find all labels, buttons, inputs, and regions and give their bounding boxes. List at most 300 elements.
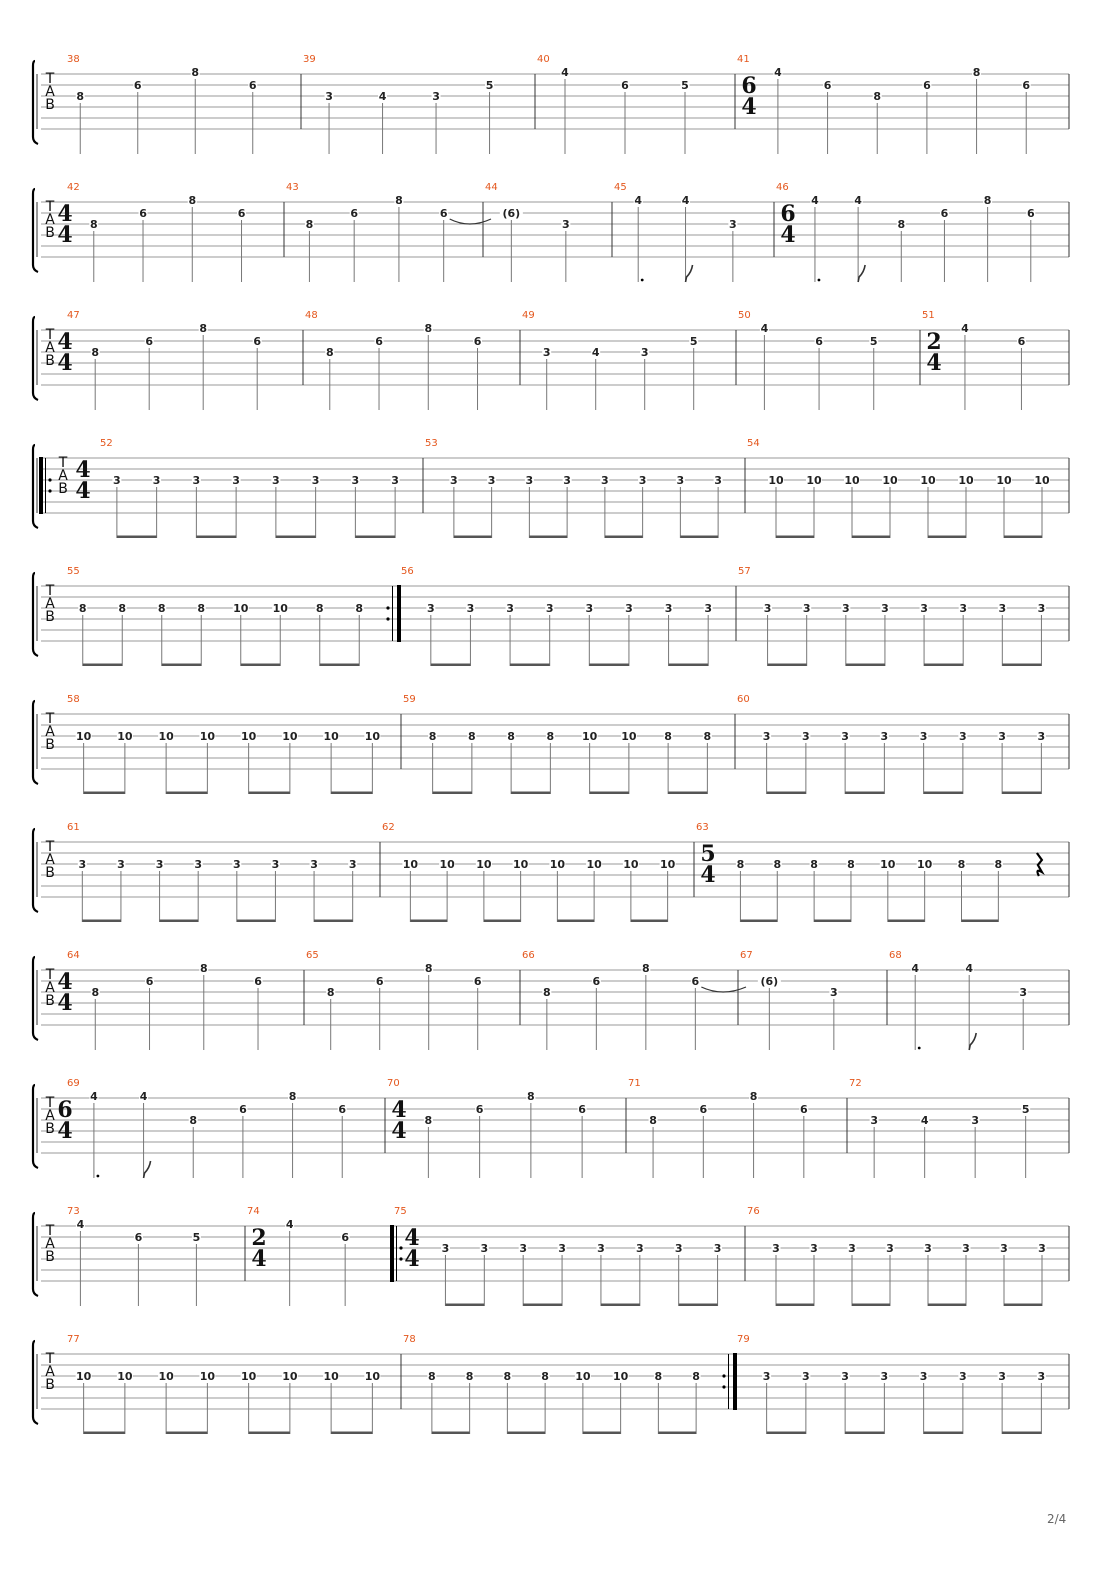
fret-number: 8 xyxy=(541,1370,549,1383)
fret-number: 10 xyxy=(158,730,174,743)
fret-number: 3 xyxy=(585,602,594,615)
measure-number: 58 xyxy=(67,694,80,705)
fret-number: 6 xyxy=(253,335,262,348)
eighth-flag xyxy=(969,1033,976,1050)
fret-number: 8 xyxy=(983,194,992,207)
time-signature-bottom: 4 xyxy=(57,990,73,1016)
measure-number: 62 xyxy=(382,822,395,833)
tie-arc xyxy=(701,987,746,992)
tab-system xyxy=(33,1078,1069,1178)
fret-number: 6 xyxy=(940,207,949,220)
eighth-flag xyxy=(686,265,693,282)
time-signature-top: 4 xyxy=(391,1097,407,1123)
measure-number: 52 xyxy=(100,438,113,449)
tab-clef-letter: T xyxy=(45,967,55,983)
time-signature-top: 5 xyxy=(700,841,716,867)
fret-number: 3 xyxy=(525,474,534,487)
time-signature-top: 6 xyxy=(780,201,796,227)
fret-number: 3 xyxy=(432,90,440,103)
measure-number: 76 xyxy=(747,1206,760,1217)
time-signature-bottom: 4 xyxy=(251,1246,267,1272)
fret-number: 6 xyxy=(139,207,147,220)
fret-number: 3 xyxy=(802,1370,810,1383)
eighth-beam xyxy=(605,536,643,539)
fret-number: 10 xyxy=(659,858,676,871)
time-signature-bottom: 4 xyxy=(700,862,716,888)
fret-number: 8 xyxy=(428,730,437,743)
fret-number: 6 xyxy=(1022,79,1031,92)
eighth-beam xyxy=(962,920,999,923)
eighth-beam xyxy=(1002,1432,1041,1435)
fret-number: 8 xyxy=(428,1370,436,1383)
fret-number: (6) xyxy=(760,975,779,988)
fret-number: 10 xyxy=(364,730,381,743)
eighth-beam xyxy=(846,664,885,667)
measure-number: 48 xyxy=(305,310,318,321)
fret-number: 3 xyxy=(959,730,967,743)
fret-number: 4 xyxy=(774,66,782,79)
fret-number: 3 xyxy=(959,602,968,615)
fret-number: 3 xyxy=(562,218,570,231)
repeat-dot xyxy=(399,1246,402,1249)
time-signature-bottom: 4 xyxy=(926,350,942,376)
fret-number: 6 xyxy=(145,335,154,348)
tab-clef-letter: B xyxy=(45,1121,55,1137)
measure-number: 38 xyxy=(67,54,80,65)
time-signature-top: 6 xyxy=(57,1097,73,1123)
fret-number: 3 xyxy=(78,858,87,871)
fret-number: 3 xyxy=(480,1242,489,1255)
fret-number: 6 xyxy=(699,1103,708,1116)
time-signature-top: 4 xyxy=(57,329,73,355)
eighth-beam xyxy=(852,1304,890,1307)
tab-clef-letter: A xyxy=(45,1364,55,1380)
measure-number: 77 xyxy=(67,1334,80,1345)
measure-number: 44 xyxy=(485,182,498,193)
fret-number: 3 xyxy=(1038,1242,1046,1255)
fret-number: 4 xyxy=(911,962,920,975)
fret-number: 3 xyxy=(563,474,571,487)
fret-number: 3 xyxy=(1000,1242,1008,1255)
fret-number: 8 xyxy=(91,986,100,999)
fret-number: 10 xyxy=(581,730,598,743)
measure-number: 50 xyxy=(738,310,751,321)
time-signature-top: 2 xyxy=(251,1225,267,1251)
tab-clef-letter: T xyxy=(45,1351,55,1367)
fret-number: 3 xyxy=(310,858,318,871)
fret-number: 10 xyxy=(199,730,216,743)
fret-number: 10 xyxy=(233,602,249,615)
fret-number: 10 xyxy=(117,730,133,743)
fret-number: 10 xyxy=(844,474,860,487)
fret-number: 3 xyxy=(830,986,838,999)
tab-clef-letter: A xyxy=(58,468,68,484)
fret-number: 10 xyxy=(882,474,898,487)
fret-number: 3 xyxy=(676,474,685,487)
tab-clef-letter: T xyxy=(45,583,55,599)
tab-clef-letter: A xyxy=(45,340,55,356)
page-number: 2/4 xyxy=(1047,1512,1067,1526)
time-signature-bottom: 4 xyxy=(741,94,757,120)
tab-clef-letter: A xyxy=(45,212,55,228)
tab-clef-letter: A xyxy=(45,852,55,868)
eighth-beam xyxy=(924,792,963,795)
tab-clef-letter: T xyxy=(45,1223,55,1239)
measure-number: 68 xyxy=(889,950,902,961)
fret-number: 3 xyxy=(1037,1370,1046,1383)
fret-number: 3 xyxy=(441,1242,450,1255)
repeat-dot xyxy=(48,478,51,481)
fret-number: 3 xyxy=(450,474,458,487)
fret-number: 3 xyxy=(558,1242,566,1255)
fret-number: 10 xyxy=(402,858,419,871)
fret-number: 8 xyxy=(773,858,782,871)
eighth-beam xyxy=(924,664,963,667)
fret-number: 3 xyxy=(962,1242,970,1255)
fret-number: 6 xyxy=(799,1103,808,1116)
eighth-beam xyxy=(668,792,707,795)
fret-number: 8 xyxy=(191,66,200,79)
measure-number: 67 xyxy=(740,950,753,961)
fret-number: 3 xyxy=(155,858,164,871)
fret-number: 8 xyxy=(76,90,85,103)
fret-number: 8 xyxy=(957,858,966,871)
tab-clef-letter: A xyxy=(45,724,55,740)
measure-number: 53 xyxy=(425,438,438,449)
fret-number: 3 xyxy=(194,858,203,871)
fret-number: 3 xyxy=(886,1242,894,1255)
measure-number: 39 xyxy=(303,54,316,65)
fret-number: 8 xyxy=(118,602,127,615)
eighth-beam xyxy=(237,920,276,923)
fret-number: 3 xyxy=(635,1242,644,1255)
fret-number: 6 xyxy=(473,975,482,988)
eighth-beam xyxy=(445,1304,484,1307)
measure-number: 59 xyxy=(403,694,416,705)
fret-number: 4 xyxy=(90,1090,98,1103)
fret-number: 6 xyxy=(145,975,154,988)
tab-system xyxy=(33,54,1069,154)
fret-number: 8 xyxy=(465,1370,474,1383)
measure-number: 63 xyxy=(696,822,709,833)
fret-number: 3 xyxy=(802,730,810,743)
measure-number: 74 xyxy=(247,1206,260,1217)
eighth-beam xyxy=(432,1432,470,1435)
fret-number: 3 xyxy=(971,1114,979,1127)
eighth-beam xyxy=(314,920,353,923)
time-signature-bottom: 4 xyxy=(57,350,73,376)
fret-number: 3 xyxy=(919,730,928,743)
measure-number: 69 xyxy=(67,1078,80,1089)
fret-number: 6 xyxy=(923,79,931,92)
tab-clef-letter: A xyxy=(45,84,55,100)
tab-clef-letter: B xyxy=(58,481,68,497)
tab-system xyxy=(33,566,1069,666)
fret-number: 3 xyxy=(113,474,121,487)
fret-number: 6 xyxy=(375,975,384,988)
fret-number: 3 xyxy=(640,346,649,359)
measure-number: 60 xyxy=(737,694,750,705)
fret-number: 3 xyxy=(625,602,633,615)
fret-number: 6 xyxy=(237,207,246,220)
repeat-dot xyxy=(386,606,389,609)
fret-number: 8 xyxy=(649,1114,657,1127)
fret-number: 8 xyxy=(395,194,403,207)
fret-number: 8 xyxy=(503,1370,512,1383)
fret-number: 6 xyxy=(592,975,601,988)
measure-number: 65 xyxy=(306,950,319,961)
fret-number: 8 xyxy=(654,1370,663,1383)
fret-number: 3 xyxy=(426,602,435,615)
eighth-beam xyxy=(507,1432,545,1435)
measure-number: 51 xyxy=(922,310,935,321)
tab-system xyxy=(33,182,1069,282)
repeat-start-thick-bar xyxy=(390,1225,394,1282)
fret-number: 10 xyxy=(364,1370,381,1383)
eighth-beam xyxy=(658,1432,696,1435)
fret-number: 10 xyxy=(240,730,257,743)
fret-number: 4 xyxy=(854,194,862,207)
tab-clef-letter: T xyxy=(45,327,55,343)
tab-clef-letter: B xyxy=(45,1377,55,1393)
fret-number: 10 xyxy=(439,858,455,871)
fret-number: 10 xyxy=(75,1370,92,1383)
eighth-beam xyxy=(590,792,629,795)
eighth-beam xyxy=(1004,1304,1042,1307)
fret-number: 8 xyxy=(664,730,672,743)
tab-system xyxy=(33,438,1069,538)
eighth-beam xyxy=(166,792,207,795)
fret-number: 3 xyxy=(998,602,1007,615)
tie-arc xyxy=(450,219,491,224)
fret-number: 4 xyxy=(961,322,969,335)
eighth-beam xyxy=(679,1304,718,1307)
eighth-beam xyxy=(84,1432,125,1435)
tab-system xyxy=(33,950,1069,1050)
eighth-beam xyxy=(249,1432,290,1435)
measure-number: 54 xyxy=(747,438,760,449)
fret-number: 10 xyxy=(612,1370,629,1383)
fret-number: 6 xyxy=(473,335,482,348)
fret-number: 3 xyxy=(924,1242,932,1255)
eighth-beam xyxy=(484,920,521,923)
fret-number: 3 xyxy=(998,730,1006,743)
fret-number: 6 xyxy=(621,79,629,92)
fret-number: 4 xyxy=(634,194,643,207)
time-signature-top: 4 xyxy=(57,201,73,227)
fret-number: 3 xyxy=(762,730,771,743)
fret-number: 6 xyxy=(254,975,262,988)
fret-number: 3 xyxy=(271,858,280,871)
fret-number: 8 xyxy=(424,322,433,335)
fret-number: 4 xyxy=(811,194,819,207)
time-signature-top: 4 xyxy=(57,969,73,995)
measure-number: 41 xyxy=(737,54,750,65)
fret-number: 3 xyxy=(1037,730,1046,743)
fret-number: 10 xyxy=(1034,474,1050,487)
time-signature-top: 4 xyxy=(404,1225,420,1251)
fret-number: 3 xyxy=(117,858,125,871)
fret-number: 3 xyxy=(713,1242,722,1255)
fret-number: 8 xyxy=(543,986,551,999)
fret-number: 6 xyxy=(1017,335,1026,348)
fret-number: 3 xyxy=(841,730,849,743)
eighth-beam xyxy=(433,792,472,795)
fret-number: 3 xyxy=(597,1242,605,1255)
fret-number: 8 xyxy=(546,730,555,743)
fret-number: 3 xyxy=(841,602,850,615)
fret-number: 5 xyxy=(192,1231,201,1244)
eighth-beam xyxy=(852,536,890,539)
fret-number: 5 xyxy=(869,335,878,348)
eighth-beam xyxy=(431,664,471,667)
eighth-beam xyxy=(1002,792,1041,795)
fret-number: 3 xyxy=(762,1370,771,1383)
fret-number: 3 xyxy=(714,474,722,487)
eighth-beam xyxy=(320,664,360,667)
measure-number: 70 xyxy=(387,1078,400,1089)
fret-number: 3 xyxy=(810,1242,818,1255)
measure-number: 56 xyxy=(401,566,414,577)
fret-number: 10 xyxy=(920,474,936,487)
measure-number: 73 xyxy=(67,1206,80,1217)
fret-number: 8 xyxy=(305,218,314,231)
eighth-beam xyxy=(1004,536,1042,539)
fret-number: 8 xyxy=(873,90,882,103)
fret-number: 4 xyxy=(920,1114,929,1127)
fret-number: 10 xyxy=(996,474,1012,487)
fret-number: 8 xyxy=(810,858,818,871)
tab-clef-letter: T xyxy=(45,199,55,215)
fret-number: 3 xyxy=(664,602,673,615)
dotted-note-dot xyxy=(97,1175,100,1178)
repeat-start-thick-bar xyxy=(39,457,43,514)
fret-number: 3 xyxy=(1019,986,1028,999)
fret-number: 8 xyxy=(189,1114,198,1127)
fret-number: 10 xyxy=(575,1370,591,1383)
fret-number: 6 xyxy=(1026,207,1035,220)
tab-clef-letter: B xyxy=(45,609,55,625)
fret-number: 8 xyxy=(749,1090,758,1103)
fret-number: 8 xyxy=(424,1114,433,1127)
fret-number: 10 xyxy=(917,858,933,871)
eighth-beam xyxy=(196,536,236,539)
tab-system xyxy=(33,1334,1069,1434)
fret-number: 10 xyxy=(75,730,92,743)
repeat-end-thick-bar xyxy=(397,585,401,642)
fret-number: 8 xyxy=(188,194,197,207)
time-signature-top: 6 xyxy=(741,73,757,99)
measure-number: 40 xyxy=(537,54,550,65)
time-signature-bottom: 4 xyxy=(57,1118,73,1144)
time-signature-top: 2 xyxy=(926,329,942,355)
fret-number: 3 xyxy=(325,90,333,103)
tab-clef-letter: B xyxy=(45,225,55,241)
fret-number: 3 xyxy=(848,1242,856,1255)
eighth-beam xyxy=(410,920,447,923)
fret-number: 8 xyxy=(199,322,208,335)
fret-number: 3 xyxy=(772,1242,780,1255)
fret-number: 8 xyxy=(315,602,324,615)
fret-number: 10 xyxy=(958,474,974,487)
eighth-beam xyxy=(529,536,567,539)
fret-number: 3 xyxy=(880,730,889,743)
fret-number: 4 xyxy=(139,1090,148,1103)
time-signature-bottom: 4 xyxy=(780,222,796,248)
measure-number: 72 xyxy=(849,1078,862,1089)
measure-number: 78 xyxy=(403,1334,416,1345)
repeat-dot xyxy=(399,1257,402,1260)
fret-number: 8 xyxy=(692,1370,700,1383)
fret-number: 10 xyxy=(806,474,822,487)
measure-number: 49 xyxy=(522,310,535,321)
repeat-dot xyxy=(48,489,51,492)
fret-number: 3 xyxy=(391,474,399,487)
fret-number: 3 xyxy=(545,602,554,615)
eighth-beam xyxy=(511,792,550,795)
fret-number: 6 xyxy=(248,79,257,92)
eighth-beam xyxy=(845,1432,884,1435)
measure-number: 46 xyxy=(776,182,789,193)
fret-number: 8 xyxy=(199,962,208,975)
eighth-beam xyxy=(1002,664,1041,667)
tab-clef-letter: T xyxy=(45,71,55,87)
measure-number: 55 xyxy=(67,566,80,577)
fret-number: 3 xyxy=(870,1114,878,1127)
fret-number: 6 xyxy=(691,975,700,988)
time-signature-bottom: 4 xyxy=(57,222,73,248)
tab-clef-letter: B xyxy=(45,97,55,113)
eighth-beam xyxy=(740,920,777,923)
fret-number: 3 xyxy=(519,1242,528,1255)
fret-number: 10 xyxy=(272,602,288,615)
fret-number: 3 xyxy=(959,1370,967,1383)
tab-clef-letter: B xyxy=(45,737,55,753)
fret-number: (6) xyxy=(502,207,521,220)
tab-clef-letter: A xyxy=(45,1236,55,1252)
fret-number: 8 xyxy=(642,962,650,975)
fret-number: 8 xyxy=(972,66,981,79)
fret-number: 4 xyxy=(591,346,600,359)
fret-number: 3 xyxy=(729,218,737,231)
eighth-flag xyxy=(858,265,865,282)
fret-number: 10 xyxy=(549,858,566,871)
eighth-beam xyxy=(776,536,814,539)
eighth-beam xyxy=(768,664,807,667)
measure-number: 66 xyxy=(522,950,535,961)
fret-number: 8 xyxy=(468,730,476,743)
eighth-beam xyxy=(84,792,125,795)
fret-number: 3 xyxy=(311,474,320,487)
dotted-note-dot xyxy=(918,1047,921,1050)
repeat-dot xyxy=(722,1374,725,1377)
fret-number: 3 xyxy=(841,1370,849,1383)
eighth-beam xyxy=(162,664,202,667)
eighth-beam xyxy=(583,1432,621,1435)
fret-number: 3 xyxy=(763,602,772,615)
fret-number: 8 xyxy=(326,986,335,999)
eighth-beam xyxy=(331,792,372,795)
fret-number: 10 xyxy=(768,474,784,487)
fret-number: 6 xyxy=(578,1103,586,1116)
fret-number: 10 xyxy=(476,858,492,871)
fret-number: 6 xyxy=(815,335,823,348)
fret-number: 6 xyxy=(338,1103,347,1116)
tab-clef-letter: T xyxy=(45,711,55,727)
fret-number: 10 xyxy=(512,858,529,871)
tab-clef-letter: T xyxy=(45,1095,55,1111)
eighth-beam xyxy=(166,1432,207,1435)
